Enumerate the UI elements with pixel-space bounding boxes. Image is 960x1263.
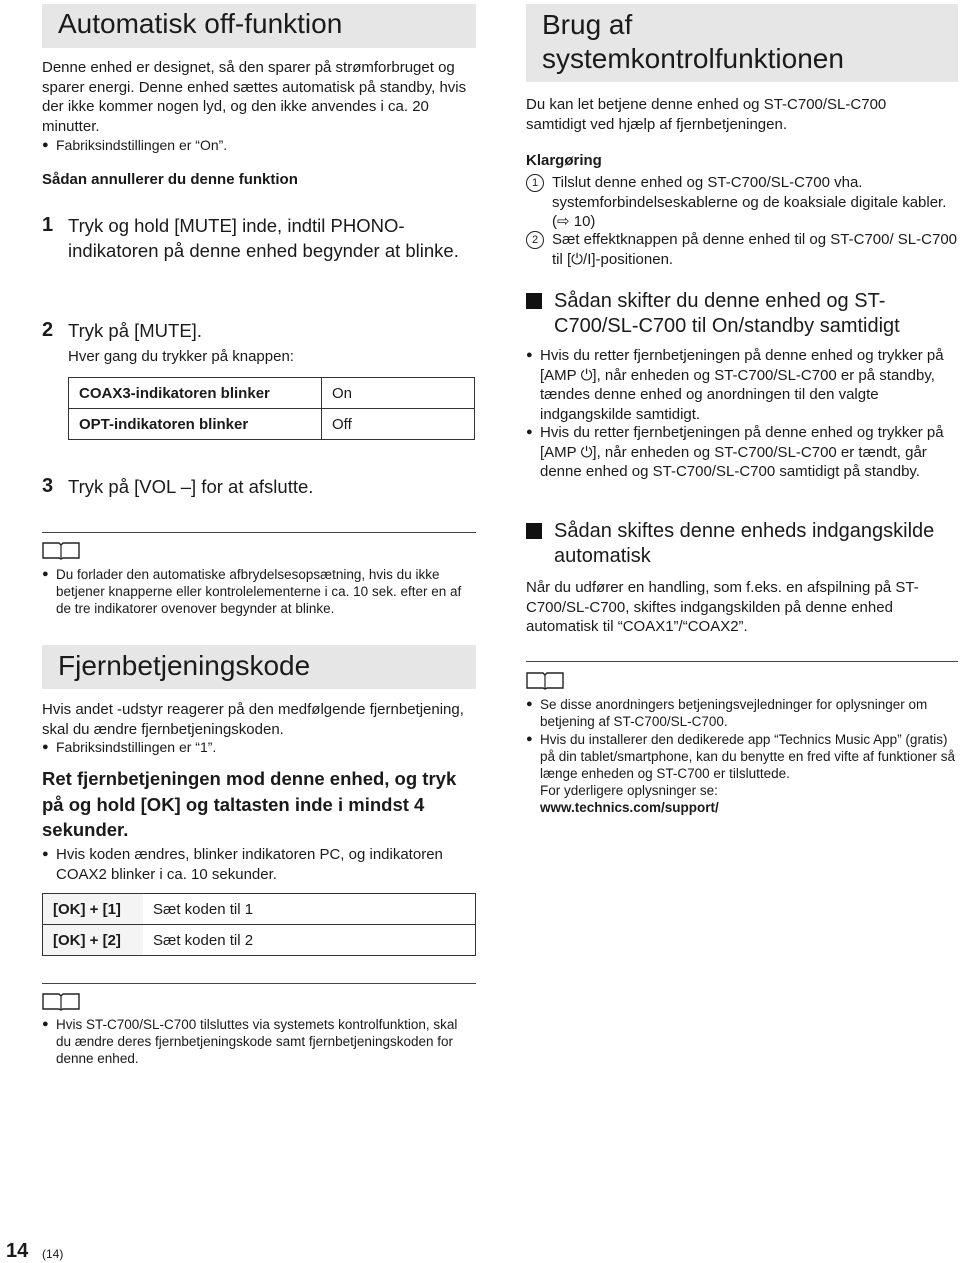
step-text: Tryk på [VOL –] for at afslutte. <box>68 476 314 497</box>
indicator-label: COAX3-indikatoren blinker <box>69 378 322 409</box>
note-divider <box>42 983 476 984</box>
input-text: Når du udfører en handling, som f.eks. en afspilning på ST-C700/SL-C700, skiftes indgangskilden på denne enhed automatisk til “COAX1”/“COAX2”. <box>526 579 919 635</box>
step-1 <box>42 213 462 263</box>
table-row <box>69 409 475 440</box>
page-number: 14 <box>6 1240 29 1262</box>
prep-text: Tilslut denne enhed og ST-C700/SL-C700 vha. systemforbindelseskablerne og de koaksiale digitale kabler. (⇨ 10) <box>552 174 947 230</box>
bullet-text: Hvis du retter fjernbetjeningen på denne enhed og trykker på [AMP ⏻], når enheden og ST-C700/SL-C700 er tændt, går denne enhed og ST-C700/SL-C700 samtidigt på standby. <box>540 424 944 480</box>
switch-head <box>526 289 958 339</box>
step-3 <box>42 474 462 499</box>
note-text: Du forlader den automatiske afbrydelsesopsætning, hvis du ikke betjener knapperne eller kontrolelementerne i ca. 10 sek. efter en af de tre indikatorer ovenover begynder at blinke. <box>56 567 462 616</box>
system-intro: Du kan let betjene denne enhed og ST-C700/SL-C700 samtidigt ved hjælp af fjernbetjeningen. <box>526 96 887 133</box>
square-marker-icon <box>526 523 542 539</box>
table-row <box>69 378 475 409</box>
remote-intro: Hvis andet -udstyr reagerer på den medfølgende fjernbetjening, skal du ændre fjernbetjeningskoden. <box>42 701 464 738</box>
bullet-dot: ● <box>42 848 49 860</box>
square-marker-icon <box>526 293 542 309</box>
page-number-sub: (14) <box>42 1247 64 1261</box>
switch-bullet-1 <box>526 346 958 424</box>
bullet-text: Hvis koden ændres, blinker indikatoren PC, og indikatoren COAX2 blinker i ca. 10 sekunder. <box>56 846 443 883</box>
bullet-dot: ● <box>526 698 533 710</box>
remote-note <box>42 1016 462 1067</box>
bullet-dot: ● <box>42 139 49 151</box>
circled-number: 1 <box>526 174 544 192</box>
factory-text: Fabriksindstillingen er “On”. <box>56 137 228 153</box>
code-value: Sæt koden til 2 <box>153 931 254 949</box>
more-info: For yderligere oplysninger se: <box>540 783 718 798</box>
title-line-1: Brug af <box>542 9 633 40</box>
table-row <box>43 894 476 925</box>
note-divider <box>526 661 958 662</box>
step-number: 2 <box>42 319 54 341</box>
step-2 <box>42 318 462 343</box>
factory-text: Fabriksindstillingen er “1”. <box>56 739 217 755</box>
step-2-sub: Hver gang du trykker på knappen: <box>68 348 294 365</box>
title-line-2: systemkontrolfunktionen <box>542 43 844 74</box>
auto-off-intro: Denne enhed er designet, så den sparer på strømforbruget og sparer energi. Denne enhed sættes automatisk på standby, hvis der ikke kommer nogen lyd, og den ikke anvendes i ca. 20 minutter. <box>42 59 467 135</box>
book-note-icon <box>42 540 80 560</box>
remote-factory <box>42 738 216 758</box>
switch-head-text: Sådan skifter du denne enhed og ST-C700/SL-C700 til On/standby samtidigt <box>554 290 900 337</box>
bullet-dot: ● <box>42 1018 49 1030</box>
bullet-dot: ● <box>526 426 533 438</box>
auto-off-title: Automatisk off-funktion <box>42 4 476 48</box>
input-head-text: Sådan skiftes denne enheds indgangskilde automatisk <box>554 520 935 567</box>
indicator-value: On <box>322 378 475 409</box>
note-text: Hvis du installerer den dedikerede app “Technics Music App” (gratis) på din tablet/smartphone, kan du benytte en fred vifte af funktioner så længe enheden og ST-C700 er tilsluttede. <box>540 732 956 781</box>
code-key: [OK] + [1] <box>43 894 144 925</box>
step-number: 1 <box>42 214 54 236</box>
system-note-1 <box>526 696 958 730</box>
support-url: www.technics.com/support/ <box>540 800 719 815</box>
indicator-label: OPT-indikatoren blinker <box>69 409 322 440</box>
indicator-value: Off <box>332 415 352 433</box>
prep-text: Sæt effektknappen på denne enhed til og ST-C700/ SL-C700 til [⏻/I]-positionen. <box>552 231 958 268</box>
table-row <box>43 925 476 956</box>
note-text: Hvis ST-C700/SL-C700 tilsluttes via systemets kontrolfunktion, skal du ændre deres fjernbetjeningskode samt fjernbetjeningskoden for denne enhed. <box>56 1017 458 1066</box>
code-table <box>42 893 476 956</box>
remote-instruction: Ret fjernbetjeningen mod denne enhed, og tryk på og hold [OK] og taltasten inde i mindst 4 sekunder. <box>42 768 457 840</box>
book-note-icon <box>42 991 80 1011</box>
auto-off-factory <box>42 136 227 156</box>
system-control-title <box>526 4 958 82</box>
note-text: Se disse anordningers betjeningsvejledninger for oplysninger om betjening af ST-C700/SL-C700. <box>540 697 928 729</box>
bullet-dot: ● <box>526 349 533 361</box>
step-text: Tryk og hold [MUTE] inde, indtil PHONO-indikatoren på denne enhed begynder at blinke. <box>68 215 459 261</box>
cancel-subhead: Sådan annullerer du denne funktion <box>42 171 298 188</box>
note-divider <box>42 532 476 533</box>
step-text: Tryk på [MUTE]. <box>68 320 202 341</box>
code-key: [OK] + [2] <box>43 925 144 956</box>
bullet-text: Hvis du retter fjernbetjeningen på denne enhed og trykker på [AMP ⏻], når enheden og ST-C700/SL-C700 er på standby, tændes denne enhed og anordningen til den valgte indgangskilde samtidigt. <box>540 347 944 423</box>
code-value: Sæt koden til 1 <box>143 894 476 925</box>
bullet-dot: ● <box>42 741 49 753</box>
prep-item-2 <box>526 230 958 269</box>
remote-title: Fjernbetjeningskode <box>42 645 476 689</box>
remote-bullet <box>42 845 476 884</box>
input-head <box>526 519 958 569</box>
switch-bullet-2 <box>526 423 958 482</box>
book-note-icon <box>526 670 564 690</box>
step-number: 3 <box>42 475 54 497</box>
prep-head: Klargøring <box>526 152 602 169</box>
prep-item-1 <box>526 173 958 232</box>
system-note-2 <box>526 731 958 782</box>
circled-number: 2 <box>526 231 544 249</box>
auto-off-note <box>42 566 476 617</box>
bullet-dot: ● <box>42 568 49 580</box>
indicator-table <box>68 377 475 440</box>
bullet-dot: ● <box>526 733 533 745</box>
